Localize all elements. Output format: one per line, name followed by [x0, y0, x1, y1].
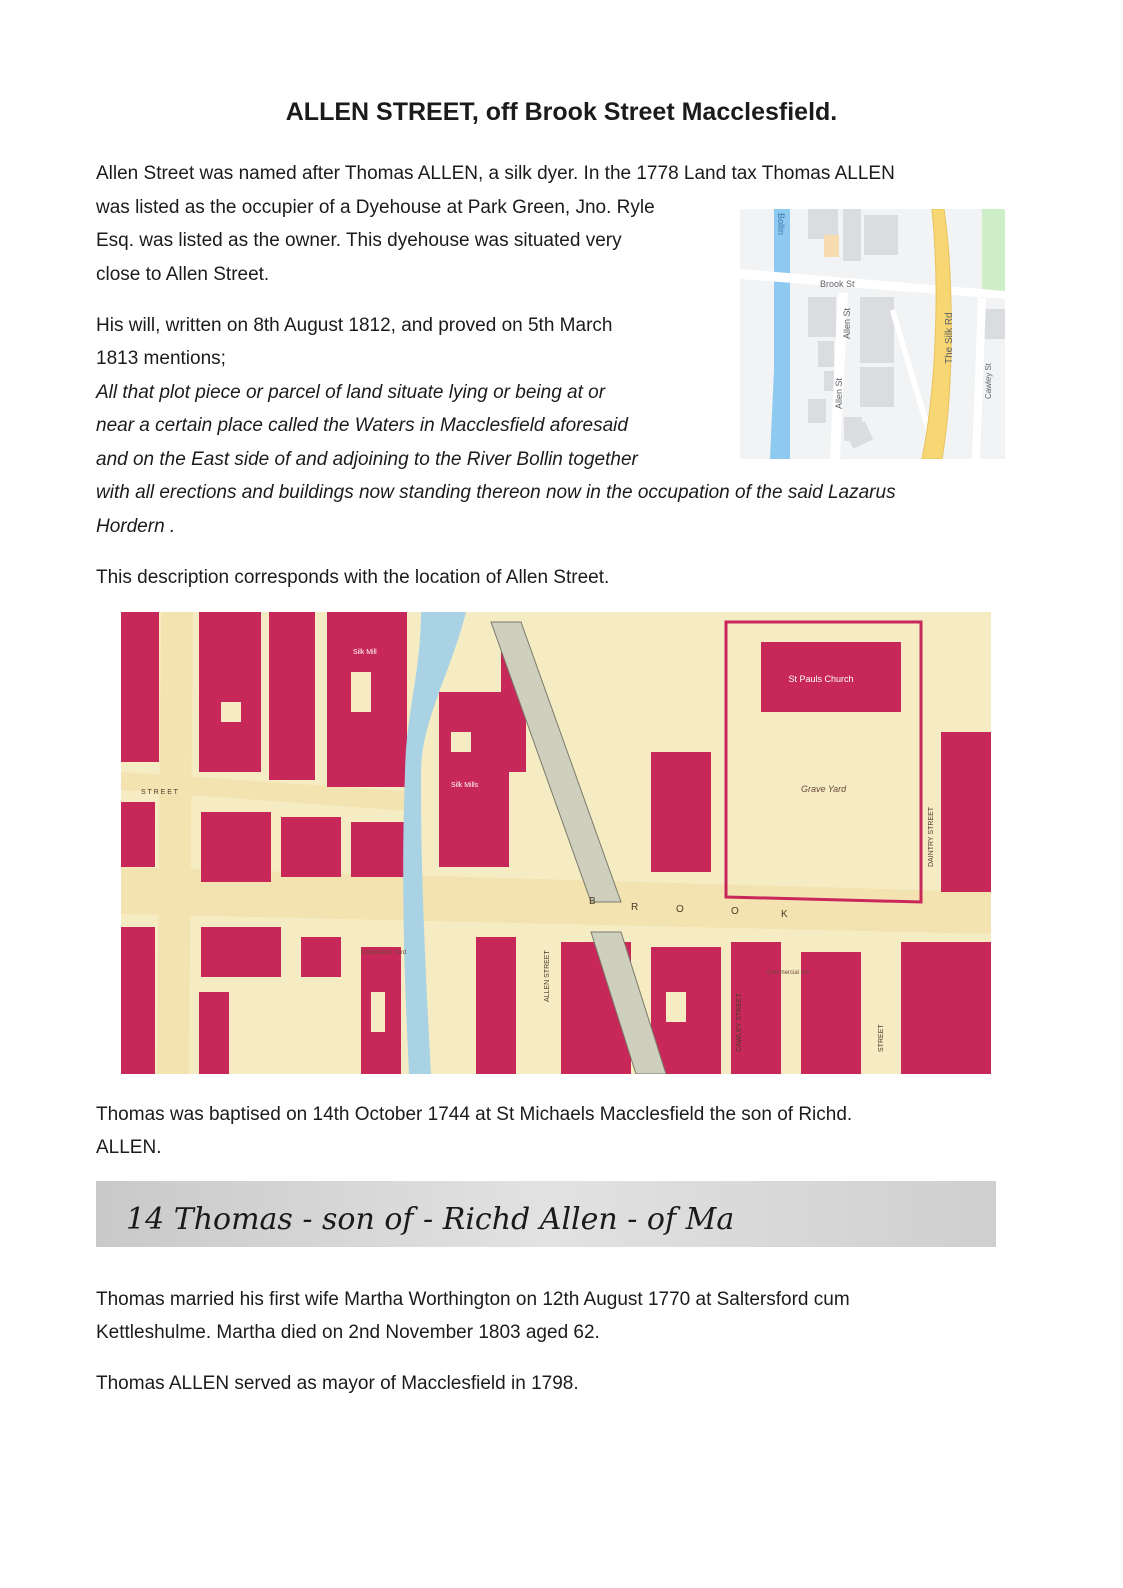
will-quote-line-2: near a certain place called the Waters in Macclesfield aforesaid: [96, 415, 628, 436]
historic-map-brook-o1: O: [676, 904, 684, 915]
will-quote-line-1: All that plot piece or parcel of land situate lying or being at or: [96, 382, 606, 403]
historic-map-street-right: STREET: [878, 1024, 885, 1052]
para-2-line-2: 1813 mentions;: [96, 348, 226, 369]
baptism-register-image: [96, 1181, 996, 1247]
para-1-line-3: Esq. was listed as the owner. This dyehouse was situated very: [96, 230, 622, 251]
para-2-line-1: His will, written on 8th August 1812, and proved on 5th March: [96, 315, 613, 336]
para-4-line-1: Thomas was baptised on 14th October 1744 at St Michaels Macclesfield the son of Richd.: [96, 1104, 853, 1125]
historic-map-label-grave-yard: Grave Yard: [801, 784, 847, 794]
will-quote-line-4: with all erections and buildings now standing thereon now in the occupation of the said Lazarus: [96, 482, 896, 503]
modern-map-label-allen-st-top: Allen St: [842, 307, 852, 339]
historic-map-allen-street: ALLEN STREET: [544, 950, 551, 1002]
historic-map-brook-o2: O: [731, 906, 739, 917]
historic-map-street-left: S T R E E T: [141, 789, 178, 796]
para-6: Thomas ALLEN served as mayor of Macclesfield in 1798.: [96, 1373, 579, 1394]
historic-map-daintry-street: DAINTRY STREET: [928, 806, 935, 867]
historic-map-label-silk-mill: Silk Mill: [353, 649, 377, 656]
para-1-line-2: was listed as the occupier of a Dyehouse at Park Green, Jno. Ryle: [96, 197, 655, 218]
historic-map-brook-r: R: [631, 902, 639, 913]
page-title: ALLEN STREET, off Brook Street Macclesfield.: [285, 98, 838, 126]
historic-map-label-corporation-yard: Corporation Yard: [361, 950, 407, 956]
para-1-line-4: close to Allen Street.: [96, 264, 270, 285]
para-5-line-1: Thomas married his first wife Martha Worthington on 12th August 1770 at Saltersford cum: [96, 1289, 850, 1310]
para-1-line-1: Allen Street was named after Thomas ALLEN, a silk dyer. In the 1778 Land tax Thomas ALLEN: [96, 163, 895, 184]
will-quote-line-5: Hordern .: [96, 516, 176, 537]
historic-map: [121, 612, 991, 1074]
para-4-line-2: ALLEN.: [96, 1137, 162, 1158]
historic-map-brook-k: K: [781, 909, 788, 920]
modern-map-label-silk-rd: The Silk Rd: [944, 312, 955, 364]
historic-map-label-silk-mills: Silk Mills: [451, 782, 479, 789]
historic-map-brook-b: B: [589, 896, 596, 907]
modern-map-label-bollin: Bollin: [776, 213, 786, 236]
para-5-line-2: Kettleshulme. Martha died on 2nd November 1803 aged 62.: [96, 1322, 600, 1343]
will-quote-line-3: and on the East side of and adjoining to the River Bollin together: [96, 449, 638, 470]
modern-street-map: [740, 209, 1005, 459]
historic-map-label-commercial-inn: Commercial Inn: [767, 970, 810, 976]
para-3: This description corresponds with the location of Allen Street.: [96, 567, 610, 588]
modern-map-label-cawley-st: Cawley St: [984, 362, 993, 399]
historic-map-label-st-pauls: St Pauls Church: [788, 674, 854, 684]
historic-map-cawley-street: CAWLEY STREET: [736, 993, 743, 1052]
baptism-record-text: 14 Thomas - son of - Richd Allen - of Ma: [126, 1202, 735, 1237]
modern-map-label-allen-st-bottom: Allen St: [834, 377, 844, 409]
modern-map-label-brook-st: Brook St: [820, 279, 855, 289]
